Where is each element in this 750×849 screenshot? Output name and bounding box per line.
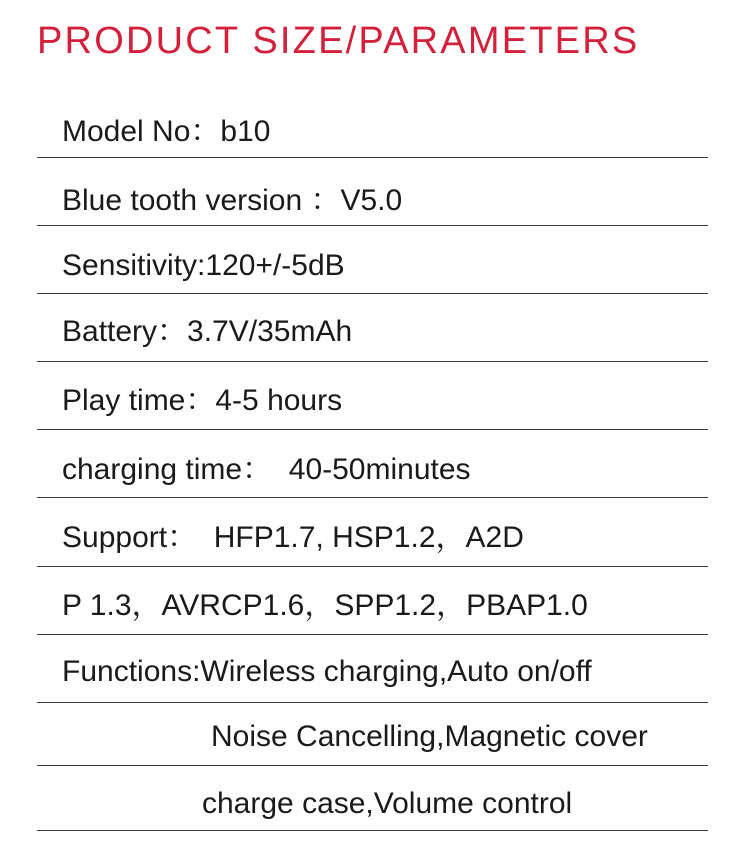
page-title: PRODUCT SIZE/PARAMETERS xyxy=(37,20,640,62)
spec-row-bluetooth: Blue tooth version ：V5.0 xyxy=(62,184,403,217)
spec-row-functions: Functions:Wireless charging,Auto on/off xyxy=(62,655,592,688)
row-divider xyxy=(37,566,708,567)
row-divider xyxy=(37,157,708,158)
row-divider xyxy=(37,702,708,703)
row-divider xyxy=(37,830,708,831)
spec-row-model: Model No：b10 xyxy=(62,115,271,148)
spec-row-charging-time: charging time： 40-50minutes xyxy=(62,453,471,486)
row-divider xyxy=(37,293,708,294)
row-divider xyxy=(37,429,708,430)
spec-row-support-cont: P 1.3，AVRCP1.6，SPP1.2，PBAP1.0 xyxy=(62,589,588,622)
row-divider xyxy=(37,765,708,766)
spec-row-functions-cont-1: Noise Cancelling,Magnetic cover xyxy=(211,720,648,753)
spec-row-play-time: Play time：4-5 hours xyxy=(62,384,343,417)
row-divider xyxy=(37,634,708,635)
row-divider xyxy=(37,225,708,226)
spec-row-sensitivity: Sensitivity:120+/-5dB xyxy=(62,249,345,282)
row-divider xyxy=(37,497,708,498)
spec-row-functions-cont-2: charge case,Volume control xyxy=(202,787,573,820)
row-divider xyxy=(37,361,708,362)
spec-row-support: Support： HFP1.7, HSP1.2，A2D xyxy=(62,521,524,554)
spec-row-battery: Battery：3.7V/35mAh xyxy=(62,315,353,348)
